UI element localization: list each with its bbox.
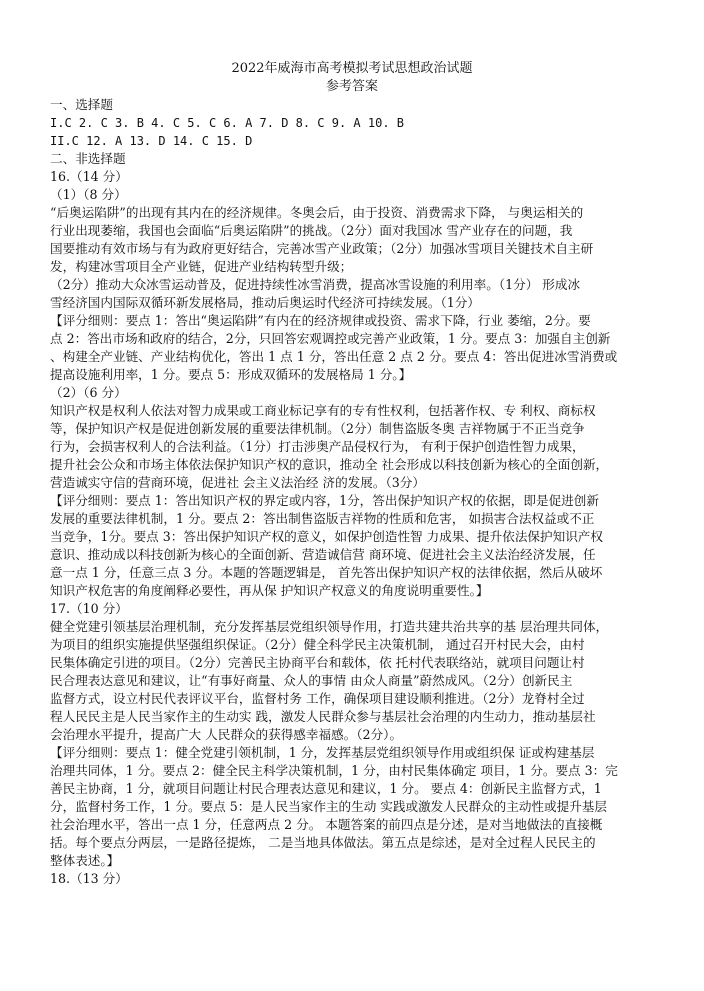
scoring-rule-line: 当竞争，1分。要点 3：答出保护知识产权的意义，如保护创造性智 力成果、提升依法保护知识产权 [50, 529, 603, 544]
text-line: 会治理水平提升，提高广大 人民群众的获得感幸福感。（2分）。 [50, 727, 403, 742]
page-subtitle: 参考答案 [325, 79, 378, 94]
text-line: 民集体确定引进的项目。（2分）完善民主协商平台和载体，依 托村代表联络站，就项目问题让村 [50, 655, 585, 670]
question-heading: 18.（13 分） [50, 871, 128, 886]
text-line: “后奥运陷阱”的出现有其内在的经济规律。冬奥会后，由于投资、消费需求下降， 与奥运相关的 [50, 205, 584, 220]
scoring-rule-line: 发展的重要法律机制，1 分。要点 2：答出制售盗版吉祥物的性质和危害， 如损害合法权益或不正 [50, 511, 595, 526]
scoring-rule-line: 【评分细则：要点 1：答出知识产权的界定或内容，1分，答出保护知识产权的依据，即是促进创新 [50, 493, 599, 508]
text-line: 雪经济国内国际双循环新发展格局，推动后奥运时代经济可持续发展。（1分） [50, 295, 480, 310]
scoring-rule-line: 提高设施利用率，1 分。要点 5：形成双循环的发展格局 1 分。】 [50, 367, 412, 382]
text-line: 健全党建引领基层治理机制，充分发挥基层党组织领导作用，打造共建共治共享的基 层治理共同体， [50, 619, 609, 634]
text-line: 知识产权是权利人依法对智力成果或工商业标记享有的专有性权利，包括著作权、专 利权、商标权 [50, 403, 596, 418]
scoring-rule-line: 意识、推动成以科技创新为核心的全面创新、营造诚信营 商环境、促进社会主义法治经济发展，任 [50, 547, 596, 562]
scoring-rule-line: 【评分细则：要点 1：健全党建引领机制，1 分，发挥基层党组织领导作用或组织保 证或构建基层 [50, 745, 595, 760]
answer-row: II.C 12. A 13. D 14. C 15. D [50, 134, 253, 148]
page-title: 2022年威海市高考模拟考试思想政治试题 [231, 61, 473, 76]
scoring-rule-line: 点 2：答出市场和政府的结合，2分，只回答宏观调控或完善产业政策，1 分。要点 3：加强自主创新 [50, 331, 611, 346]
question-heading: 17.（10 分） [50, 601, 128, 616]
scoring-rule-line: 社会治理水平，答出一点 1 分，任意两点 2 分。 本题答案的前四点是分述，是对当地做法的直接概 [50, 817, 603, 832]
sub-question-heading: （2）（6 分） [50, 385, 127, 400]
text-line: （2分）推动大众冰雪运动普及，促进持续性冰雪消费，提高冰雪设施的利用率。（1分） 形成冰 [50, 277, 581, 292]
sub-question-heading: （1）（8 分） [50, 187, 127, 202]
text-line: 国要推动有效市场与有为政府更好结合，完善冰雪产业政策；（2分）加强冰雪项目关键技术自主研 [50, 241, 594, 256]
text-line: 营造诚实守信的营商环境，促进社 会主义法治经 济的发展。（3分） [50, 475, 425, 490]
text-line: 发，构建冰雪项目全产业链，促进产业结构转型升级； [50, 259, 353, 274]
scoring-rule-line: 括。每个要点分两层，一是路径提炼， 二是当地具体做法。第五点是综述，是对全过程人民民主的 [50, 835, 596, 850]
text-line: 监督方式，设立村民代表评议平台，监督村务 工作，确保项目建设顺利推进。（2分）龙脊村全过 [50, 691, 585, 706]
text-line: 行为，会损害权利人的合法利益。（1分）打击涉奥产品侵权行为， 有利于保护创造性智力成果， [50, 439, 585, 454]
scoring-rule-line: 治理共同体，1 分。要点 2：健全民主科学决策机制，1 分，由村民集体确定 项目，1 分。要点 3：完 [50, 763, 618, 778]
answer-row: I.C 2. C 3. B 4. C 5. C 6. A 7. D 8. C 9. A 10. B [50, 116, 405, 130]
scoring-rule-line: 、构建全产业链、产业结构优化，答出 1 点 1 分，答出任意 2 点 2 分。要点 4：答出促进冰雪消费或 [50, 349, 618, 364]
text-line: 提升社会公众和市场主体依法保护知识产权的意识，推动全 社会形成以科技创新为核心的全面创新， [50, 457, 609, 472]
section-heading: 一、选择题 [50, 97, 113, 112]
scoring-rule-line: 知识产权危害的角度阐释必要性，再从保 护知识产权意义的角度说明重要性。】 [50, 583, 489, 598]
question-heading: 16.（14 分） [50, 169, 128, 184]
text-line: 等，保护知识产权是促进创新发展的重要法律机制。（2分）制售盗版冬奥 吉祥物属于不正当竞争 [50, 421, 585, 436]
scoring-rule-line: 整体表述。】 [50, 853, 120, 868]
scoring-rule-line: 分，监督村务工作，1 分。要点 5：是人民当家作主的生动 实践或激发人民群众的主动性或提升基层 [50, 799, 607, 814]
scoring-rule-line: 【评分细则：要点 1：答出“奥运陷阱”有内在的经济规律或投资、需求下降，行业 萎缩，2分。要 [50, 313, 591, 328]
text-line: 民合理表达意见和建议，让“有事好商量、众人的事情 由众人商量”蔚然成风。（2分）创新民主 [50, 673, 573, 688]
text-line: 行业出现萎缩，我国也会面临“后奥运陷阱”的挑战。（2分）面对我国冰 雪产业存在的问题，我 [50, 223, 573, 238]
scoring-rule-line: 意一点 1 分，任意三点 3 分。本题的答题逻辑是， 首先答出保护知识产权的法律依据，然后从破坏 [50, 565, 603, 580]
section-heading: 二、非选择题 [50, 151, 126, 166]
text-line: 程人民民主是人民当家作主的生动实 践，激发人民群众参与基层社会治理的内生动力，推动基层社 [50, 709, 596, 724]
text-line: 为项目的组织实施提供坚强组织保证。（2分）健全科学民主决策机制， 通过召开村民大会，由村 [50, 637, 585, 652]
scoring-rule-line: 善民主协商，1 分，就项目问题让村民合理表达意见和建议，1 分。 要点 4：创新民主监督方式，1 [50, 781, 602, 796]
